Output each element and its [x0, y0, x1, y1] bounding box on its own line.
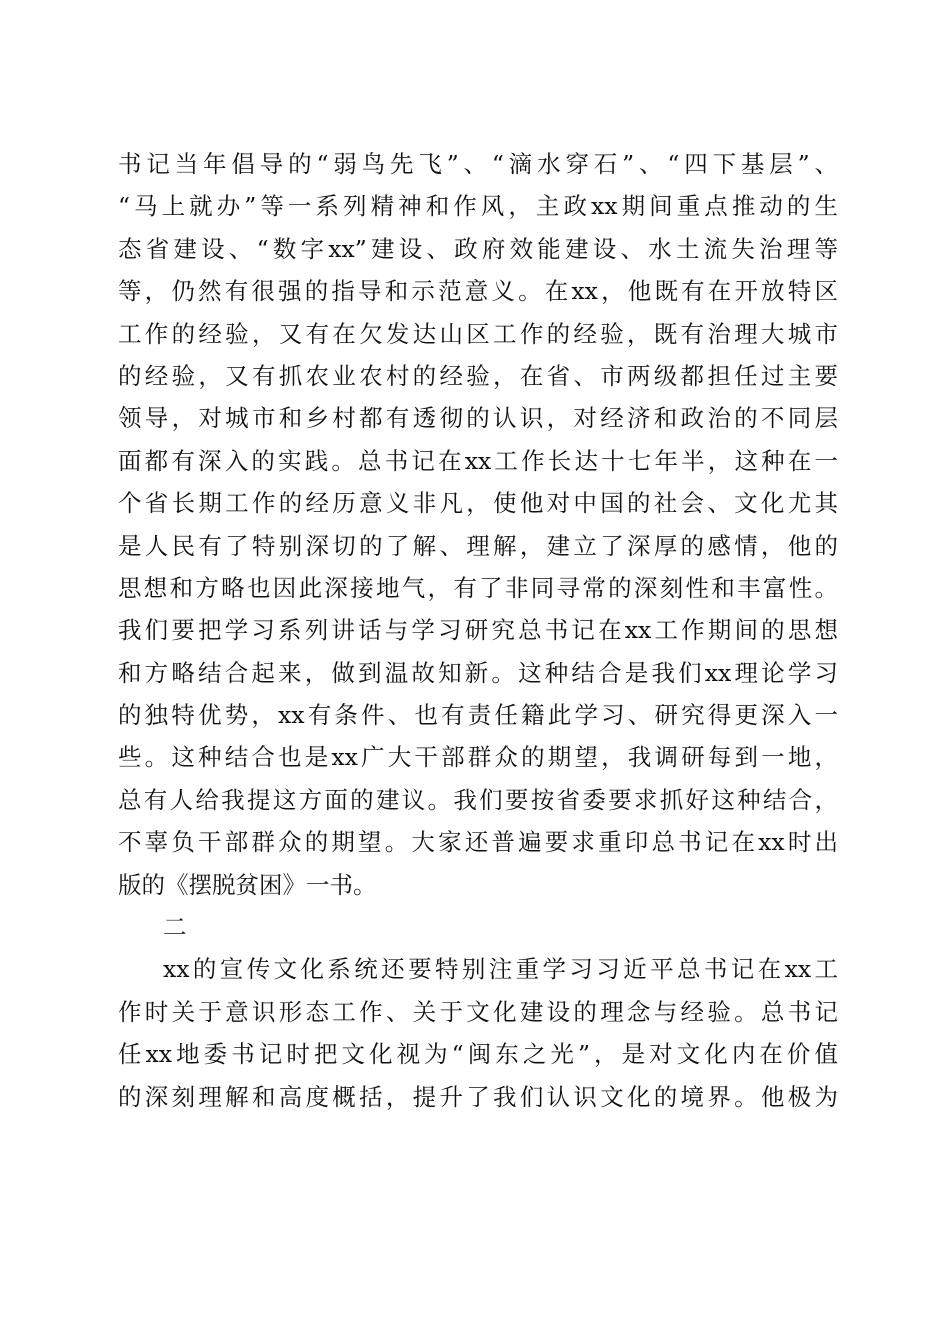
paragraph-line: 任xx地委书记时把文化视为“闽东之光”，是对文化内在价值 [118, 1040, 838, 1069]
section-heading [118, 906, 838, 948]
paragraph-line: 不辜负干部群众的期望。大家还普遍要求重印总书记在xx时出 [118, 828, 838, 857]
paragraph-line: 思想和方略也因此深接地气，有了非同寻常的深刻性和丰富性。 [118, 573, 838, 602]
paragraph-line: 个省长期工作的经历意义非凡，使他对中国的社会、文化尤其 [118, 489, 838, 518]
paragraph-1 [118, 143, 838, 906]
paragraph-line: 领导，对城市和乡村都有透彻的认识，对经济和政治的不同层 [118, 404, 838, 433]
paragraph-line: 的经验，又有抓农业农村的经验，在省、市两级都担任过主要 [118, 361, 838, 390]
section-number: 二 [163, 913, 187, 942]
paragraph-line: 的深刻理解和高度概括，提升了我们认识文化的境界。他极为 [118, 1082, 838, 1111]
paragraph-line: 工作的经验，又有在欠发达山区工作的经验，既有治理大城市 [118, 319, 838, 348]
paragraph-line: xx的宣传文化系统还要特别注重学习习近平总书记在xx工 [163, 955, 838, 984]
paragraph-line: 总有人给我提这方面的建议。我们要按省委要求抓好这种结合， [118, 785, 838, 814]
paragraph-line: 版的《摆脱贫困》一书。 [118, 870, 377, 899]
paragraph-line: 态省建设、“数字xx”建设、政府效能建设、水土流失治理等 [118, 234, 838, 263]
paragraph-line: 是人民有了特别深切的了解、理解，建立了深厚的感情，他的 [118, 531, 838, 560]
paragraph-line: 我们要把学习系列讲话与学习研究总书记在xx工作期间的思想 [118, 616, 838, 645]
paragraph-line: “马上就办”等一系列精神和作风，主政xx期间重点推动的生 [118, 192, 838, 221]
paragraph-line: 等，仍然有很强的指导和示范意义。在xx，他既有在开放特区 [118, 277, 838, 306]
paragraph-line: 书记当年倡导的“弱鸟先飞”、“滴水穿石”、“四下基层”、 [118, 150, 838, 178]
paragraph-line: 作时关于意识形态工作、关于文化建设的理念与经验。总书记 [118, 997, 838, 1026]
paragraph-2 [118, 948, 838, 1118]
paragraph-line: 面都有深入的实践。总书记在xx工作长达十七年半，这种在一 [118, 446, 838, 475]
document-body [118, 143, 838, 1118]
paragraph-line: 些。这种结合也是xx广大干部群众的期望，我调研每到一地， [118, 743, 838, 772]
paragraph-line: 的独特优势，xx有条件、也有责任籍此学习、研究得更深入一 [118, 701, 838, 730]
paragraph-line: 和方略结合起来，做到温故知新。这种结合是我们xx理论学习 [118, 658, 838, 687]
